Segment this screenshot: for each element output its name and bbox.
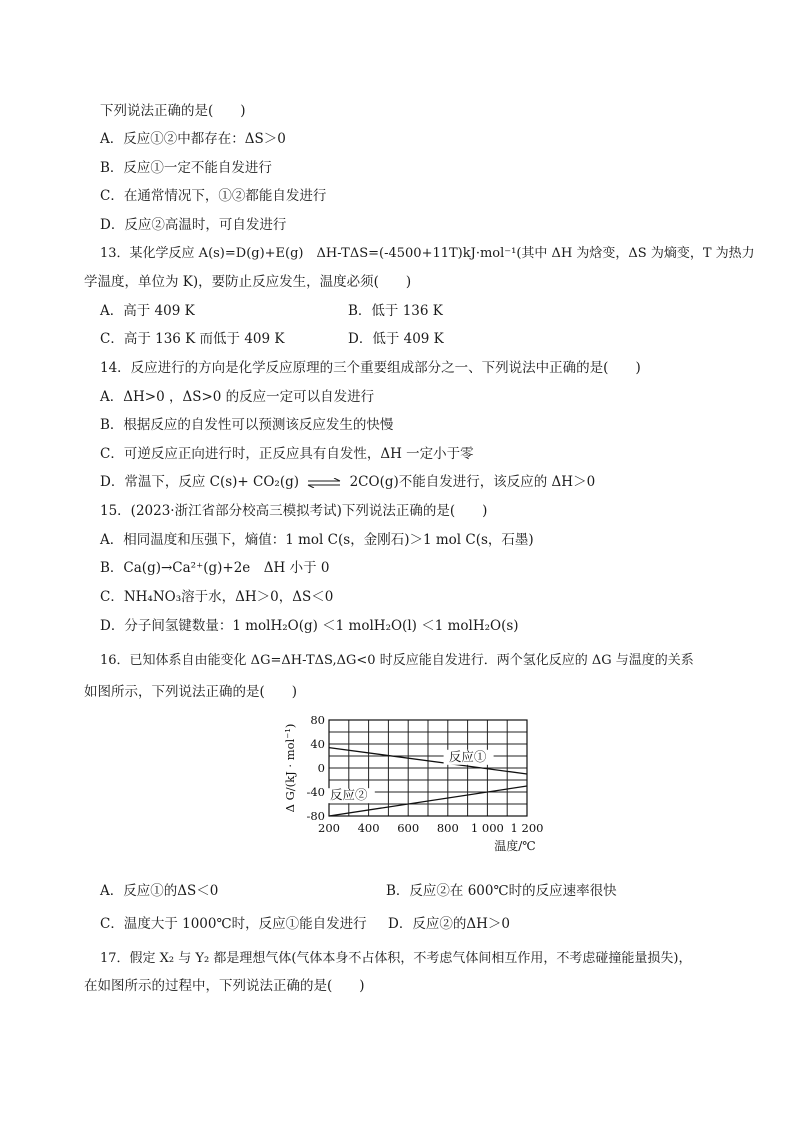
question-16-line2: 如图所示，下列说法正确的是( )	[84, 684, 298, 700]
question-14: 14．反应进行的方向是化学反应原理的三个重要组成部分之一、下列说法中正确的是( )	[100, 360, 641, 376]
y-tick-label: 0	[317, 761, 325, 775]
option-c: C．在通常情况下，①②都能自发进行	[100, 188, 327, 204]
y-tick-label: 80	[310, 713, 325, 727]
q15-option-c: C．NH₄NO₃溶于水，ΔH＞0，ΔS＜0	[100, 589, 334, 605]
x-tick-label: 1 200	[510, 821, 544, 835]
q16-option-a: A．反应①的ΔS＜0	[100, 883, 219, 899]
q16-option-d: D．反应②的ΔH＞0	[388, 916, 510, 932]
q15-option-d: D．分子间氢键数量：1 molH₂O(g) ＜1 molH₂O(l) ＜1 molH₂O(s)	[100, 618, 519, 634]
q13-option-c: C．高于 136 K 而低于 409 K	[100, 331, 285, 347]
q16-option-b: B．反应②在 600℃时的反应速率很快	[386, 883, 617, 899]
x-axis-label: 温度/℃	[494, 839, 536, 853]
q15-option-a: A．相同温度和压强下，熵值：1 mol C(s，金刚石)＞1 mol C(s，石墨)	[100, 532, 534, 548]
question-15: 15．(2023·浙江省部分校高三模拟考试)下列说法正确的是( )	[100, 503, 488, 519]
question-17-line1: 17．假定 X₂ 与 Y₂ 都是理想气体(气体本身不占体积，不考虑气体间相互作用，不考虑碰撞能量损失)，	[100, 951, 692, 966]
y-axis-label: Δ G/(kJ · mol⁻¹)	[283, 723, 297, 813]
x-tick-label: 400	[357, 821, 380, 835]
q16-option-c: C．温度大于 1000℃时，反应①能自发进行	[100, 916, 367, 932]
q14-option-b: B．根据反应的自发性可以预测该反应发生的快慢	[100, 417, 394, 433]
series-label-2: 反应②	[330, 787, 368, 803]
question-13-line1: 13．某化学反应 A(s)=D(g)+E(g) ΔH-TΔS=(-4500+11T)kJ·mol⁻¹(其中 ΔH 为焓变，ΔS 为熵变，T 为热力	[100, 246, 755, 261]
series-label-1: 反应①	[448, 748, 487, 764]
delta-g-temperature-chart	[278, 708, 550, 868]
q14-option-d-pre: D．常温下，反应 C(s)+ CO₂(g)	[100, 474, 299, 490]
question-13-line2: 学温度，单位为 K)，要防止反应发生，温度必须( )	[84, 274, 412, 290]
x-tick-label: 200	[318, 821, 340, 835]
question-17-line2: 在如图所示的过程中，下列说法正确的是( )	[84, 978, 365, 994]
q14-option-d	[100, 473, 595, 491]
question-16-line1: 16．已知体系自由能变化 ΔG=ΔH-TΔS,ΔG<0 时反应能自发进行．两个氢化反应的 ΔG 与温度的关系	[100, 653, 694, 668]
equilibrium-arrow-icon	[306, 478, 342, 488]
x-tick-label: 600	[397, 821, 420, 835]
x-tick-label: 800	[436, 821, 459, 835]
option-b: B．反应①一定不能自发进行	[100, 160, 272, 176]
y-tick-label: 40	[310, 737, 325, 751]
option-d: D．反应②高温时，可自发进行	[100, 217, 287, 233]
q15-option-b: B．Ca(g)→Ca²⁺(g)+2e ΔH 小于 0	[100, 560, 330, 576]
q14-option-a: A．ΔH>0 ，ΔS>0 的反应一定可以自发进行	[100, 389, 375, 405]
y-tick-label: -40	[306, 785, 325, 799]
question-stem: 下列说法正确的是( )	[100, 103, 246, 119]
q13-option-a: A．高于 409 K	[100, 303, 195, 319]
q14-option-c: C．可逆反应正向进行时，正反应具有自发性，ΔH 一定小于零	[100, 446, 474, 462]
q14-option-d-post: 2CO(g)不能自发进行，该反应的 ΔH＞0	[349, 474, 596, 490]
x-tick-label: 1 000	[470, 821, 504, 835]
option-a: A．反应①②中都存在：ΔS＞0	[100, 131, 286, 147]
q13-option-d: D．低于 409 K	[348, 331, 444, 347]
q13-option-b: B．低于 136 K	[348, 303, 443, 319]
y-tick-label: -80	[306, 809, 325, 823]
